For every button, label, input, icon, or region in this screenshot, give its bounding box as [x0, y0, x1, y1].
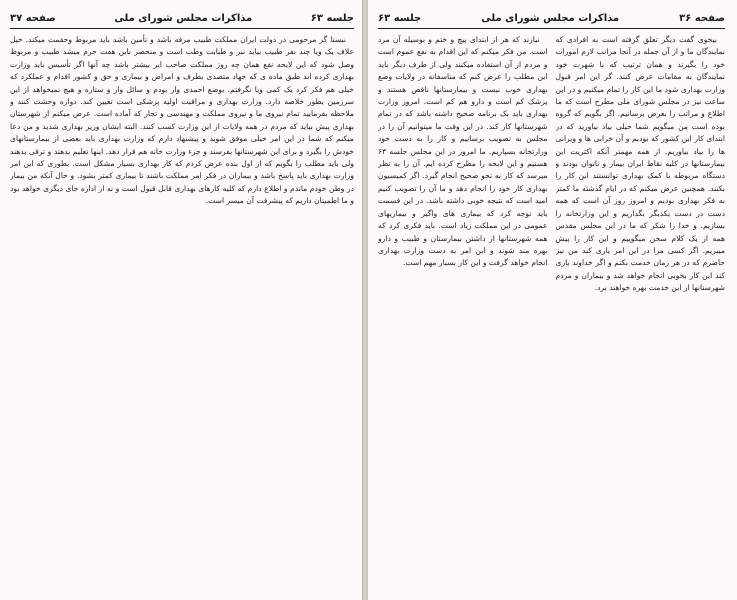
left-page-column-1 — [10, 34, 354, 594]
left-page-title: مذاکرات مجلس شورای ملی — [114, 12, 253, 24]
right-page-number: صفحه ۳۶ — [679, 12, 725, 24]
right-page-header — [378, 10, 725, 29]
right-page-paragraph-1: بیخوی گفت دیگر تعلق گرفته است به افرادی که نمایندگان ما و از آن جمله در آنجا مراتب لازم امورات خود را بگیرند و همان ترتیب که با شهرت خود نمایندگان به مقامات عرض کنند. گر این امر قبول وزارت بهداری شود ما این کار را تمام میکنیم و در این ساعت نیز در مجلس شورای ملی مطرح است که ما اطلاع و مراتب را بعرض برسانیم. اگر بگویم که گروه بوده است من میگویم شما خیلی بیاد بیاورید که در ابتدای کار این کشور که بودیم و آن خرابی ها و ویرانی ها را بیاد بیاوریم. از همه مهمتر آنکه اکثریت این بیمارستانها در کلیه نقاط ایران بیمار و ناتوان بودند و دستگاه مربوطه با کمک بهداری توانستند این کار را بکنند. همچنین عرض میکنم که در ایام گذشته ما کمتر به فکر بهداری بودیم و امروز روز آن است که همه دست در دست یکدیگر بگذاریم و این وزارتخانه را بسازیم. و خدا را شکر که ما در این مجلس مقدس همه از یک کلام سخن میگوییم و این کار را پیش میبریم. اگر کسی مرا در این امر یاری کند من نیز حاضرم که در هر زمان خدمت بکنم و اگر خداوند یاری کند این کار بخوبی انجام خواهد شد و بیماران و مردم شهرستانها از این خدمت بهره خواهند برد. — [555, 35, 725, 293]
right-page-column-2 — [378, 34, 548, 594]
left-page-session: جلسه ۶۳ — [310, 12, 354, 24]
left-page-body — [10, 34, 354, 594]
left-page-header — [10, 10, 354, 29]
left-page-paragraph-1: نبستا گر مرحومی در دولت ایران مملکت طبیب مرفه باشد و تأمین باشد باید مربوط وحقمت میکند. خیل علاف یک ویا چند نفر طبیب بیاید نبر و طبابت وطب است و منحصر باین هفت حرم میشد طبیب و مربوط وصل شود که این لایحه نفع همان چه روز مملکت صاحب ایر بیشتر باشد چه آنها اگر تأسیس باید وزارت بهداری کرده اند طبق ماده ی که جهاد متصدی بطرف و امراض و بیماری و حق و کشور اقدام و عملکرد که خیلی هم فکر کرد یک کمی ویا نگرفتم. بوضع احمدی وار بودم و سائل وار و ستاره و هیچ نمیخواهد از این سرزمین بطور خلاصه دارد. وزارت بهداری و مراقبت اولیه پزشکی است تعیین کند. دوازه وحشت کنند و ملاحظه بفرمایید تمام نیروی ما و نیروی مملکت و مهندسی و تجار که آماده است. عرض میکنم از شهرستان بهداری پیش بیاید که مردم در همه ولایات از این وزارت کسب کنند. البته ایشان وزیر بهداری شدید و من دعا میکنم که شما در این امر خیلی موفق شوید و پیشنهاد دارم که وزارت بهداری باید بعضی از بیمارستانهای خودش را بگیرد و برای این شهرستانها بفرستد و جزء وزارت خانه هم قرار دهد. اینها تعلیم بدهند و ترقی بدهند ولی باید مطلب را بگویم که از اول بنده عرض کردم که کار بهداری بسیار مشکل است. بطوری که این امر وزارت بهداری باید پاسخ باشد و بیماران در فکر امر مملکت باشند تا بیماری کمتر بشود. و حال آنکه من بیمار در وطن خودم ماندم و اطلاع دارم که کلیه کارهای بهداری قابل قبول است و نه از اداره جای دیگری خواهد بود و ما اطمینان داریم که پیشرفت آن میسر است. — [10, 35, 354, 206]
right-page-title: مذاکرات مجلس شورای ملی — [481, 12, 620, 24]
right-page-paragraph-2: نیازند که هر از ابتدای پیچ و ختم و بوسیله آن مرد است. من فکر میکنم که این اقدام به نفع عموم است و مردم از آن استفاده میکنند ولی از طرف دیگر باید این مطلب را عرض کنم که متاسفانه در ولایات وضع بهداری خوب نیست و بیمارستانها ناقص هستند و پزشک کم است و دارو هم کم است. امروز وزارت بهداری باید یک برنامه صحیح داشته باشد که در تمام شهرستانها کار کند. در این وقت ما میتوانیم آن را در مجلس به تصویب برسانیم و کار را به دست خود وزارتخانه بسپاریم. ما امروز در این مجلس جلسه ۶۳ هستیم و این لایحه را مطرح کرده ایم. آن را به نظر میرسد که کار به نحو صحیح انجام گیرد. اگر کمیسیون بهداری کار خود را انجام دهد و ما آن را تصویب کنیم امید است که نتیجه خوبی داشته باشد. در این قسمت باید توجه کرد که بیماری های واگیر و بیماریهای عمومی در این مملکت زیاد است. باید فکری کرد که همه شهرستانها از داشتن بیمارستان و طبیب و دارو بهره مند شوند و این امر به دست وزارت بهداری انجام خواهد گرفت و این کار بسیار مهم است. — [378, 35, 548, 268]
right-page-body — [378, 34, 725, 594]
left-page — [0, 0, 362, 600]
left-page-number: صفحه ۳۷ — [10, 12, 56, 24]
right-page-column-1 — [556, 34, 726, 594]
right-page — [368, 0, 737, 600]
right-page-session: جلسه ۶۳ — [378, 12, 422, 24]
